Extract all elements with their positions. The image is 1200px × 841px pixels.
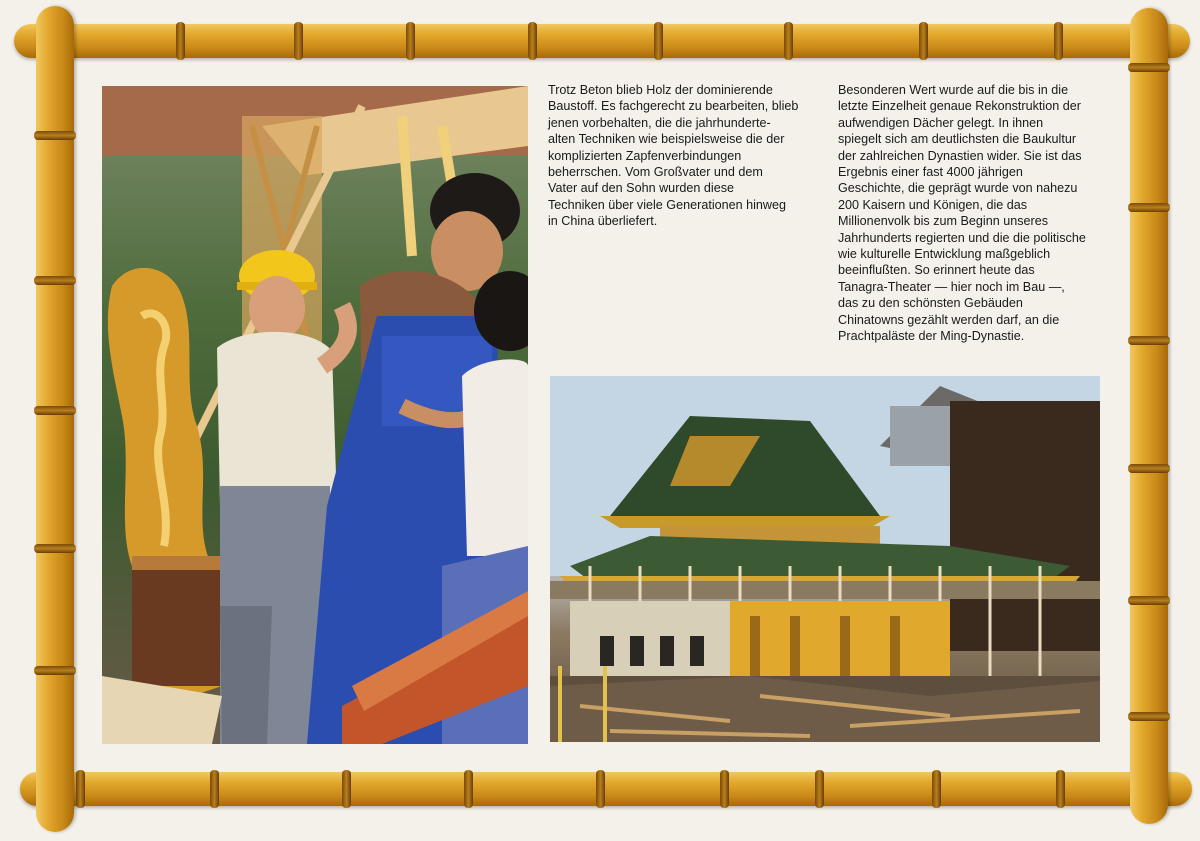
bamboo-node — [932, 770, 941, 808]
bamboo-node — [784, 22, 793, 60]
bamboo-node — [464, 770, 473, 808]
text-line: Prachtpaläste der Ming-Dynastie. — [838, 329, 1025, 344]
text-line: das zu den schönsten Gebäuden — [838, 296, 1023, 311]
photo-craftsmen — [102, 86, 528, 744]
bamboo-node — [1128, 63, 1170, 72]
bamboo-node — [34, 544, 76, 553]
text-line: Chinatowns gezählt werden darf, an die — [838, 312, 1060, 327]
text-line: wie kulturelle Entwicklung maßgeblich — [838, 247, 1051, 262]
text-line: beherrschen. Vom Großvater und dem — [548, 165, 763, 180]
bamboo-node — [210, 770, 219, 808]
text-line: Trotz Beton blieb Holz der dominierende — [548, 83, 773, 97]
text-line: letzte Einzelheit genaue Rekonstruktion der — [838, 99, 1081, 114]
bamboo-node — [654, 22, 663, 60]
text-line: aufwendigen Dächer gelegt. In ihnen — [838, 115, 1044, 130]
bamboo-frame-left — [36, 6, 74, 832]
bamboo-node — [815, 770, 824, 808]
bamboo-node — [34, 666, 76, 675]
bamboo-frame-right — [1130, 8, 1168, 824]
temple-scene-illustration — [550, 376, 1100, 742]
bamboo-node — [1128, 464, 1170, 473]
bamboo-node — [1056, 770, 1065, 808]
text-line: Tanagra-Theater — hier noch im Bau —, — [838, 279, 1065, 294]
text-line: Baustoff. Es fachgerecht zu bearbeiten, blieb — [548, 99, 799, 114]
text-column-left — [548, 82, 810, 230]
text-line: Geschichte, die geprägt wurde von nahezu — [838, 181, 1078, 196]
bamboo-node — [176, 22, 185, 60]
bamboo-node — [1128, 596, 1170, 605]
bamboo-node — [1128, 712, 1170, 721]
text-line: jenen vorbehalten, die die jahrhunderte- — [548, 115, 771, 130]
text-line: Techniken über viele Generationen hinweg — [548, 197, 787, 212]
text-line: alten Techniken wie beispielsweise die der — [548, 132, 785, 147]
text-line: Ergebnis einer fast 4000 jährigen — [838, 165, 1023, 180]
photo-temple-construction — [550, 376, 1100, 742]
bamboo-node — [342, 770, 351, 808]
bamboo-node — [76, 770, 85, 808]
bamboo-node — [294, 22, 303, 60]
bamboo-node — [1054, 22, 1063, 60]
bamboo-node — [406, 22, 415, 60]
bamboo-node — [34, 276, 76, 285]
text-line: in China überliefert. — [548, 214, 658, 229]
text-line: 200 Kaisern und Königen, die das — [838, 197, 1028, 212]
craftsmen-scene-illustration — [102, 86, 528, 744]
text-line: spiegelt sich am deutlichsten die Baukultur — [838, 132, 1077, 147]
text-line: der zahlreichen Dynastien wider. Sie ist das — [838, 148, 1082, 163]
bamboo-frame-top — [14, 24, 1190, 58]
bamboo-node — [34, 131, 76, 140]
bamboo-node — [1128, 203, 1170, 212]
bamboo-node — [720, 770, 729, 808]
bamboo-node — [528, 22, 537, 60]
text-line: Besonderen Wert wurde auf die bis in die — [838, 83, 1069, 97]
text-line: komplizierten Zapfenverbindungen — [548, 148, 742, 163]
bamboo-node — [34, 406, 76, 415]
text-column-right — [838, 82, 1108, 345]
text-line: Jahrhunderts regierten und die die politische — [838, 230, 1086, 245]
bamboo-node — [919, 22, 928, 60]
bamboo-node — [596, 770, 605, 808]
text-line: Vater auf den Sohn wurden diese — [548, 181, 735, 196]
bamboo-node — [1128, 336, 1170, 345]
bamboo-frame-bottom — [20, 772, 1192, 806]
text-line: Millionenvolk bis zum Beginn unseres — [838, 214, 1048, 229]
text-line: beeinflußten. So erinnert heute das — [838, 263, 1035, 278]
